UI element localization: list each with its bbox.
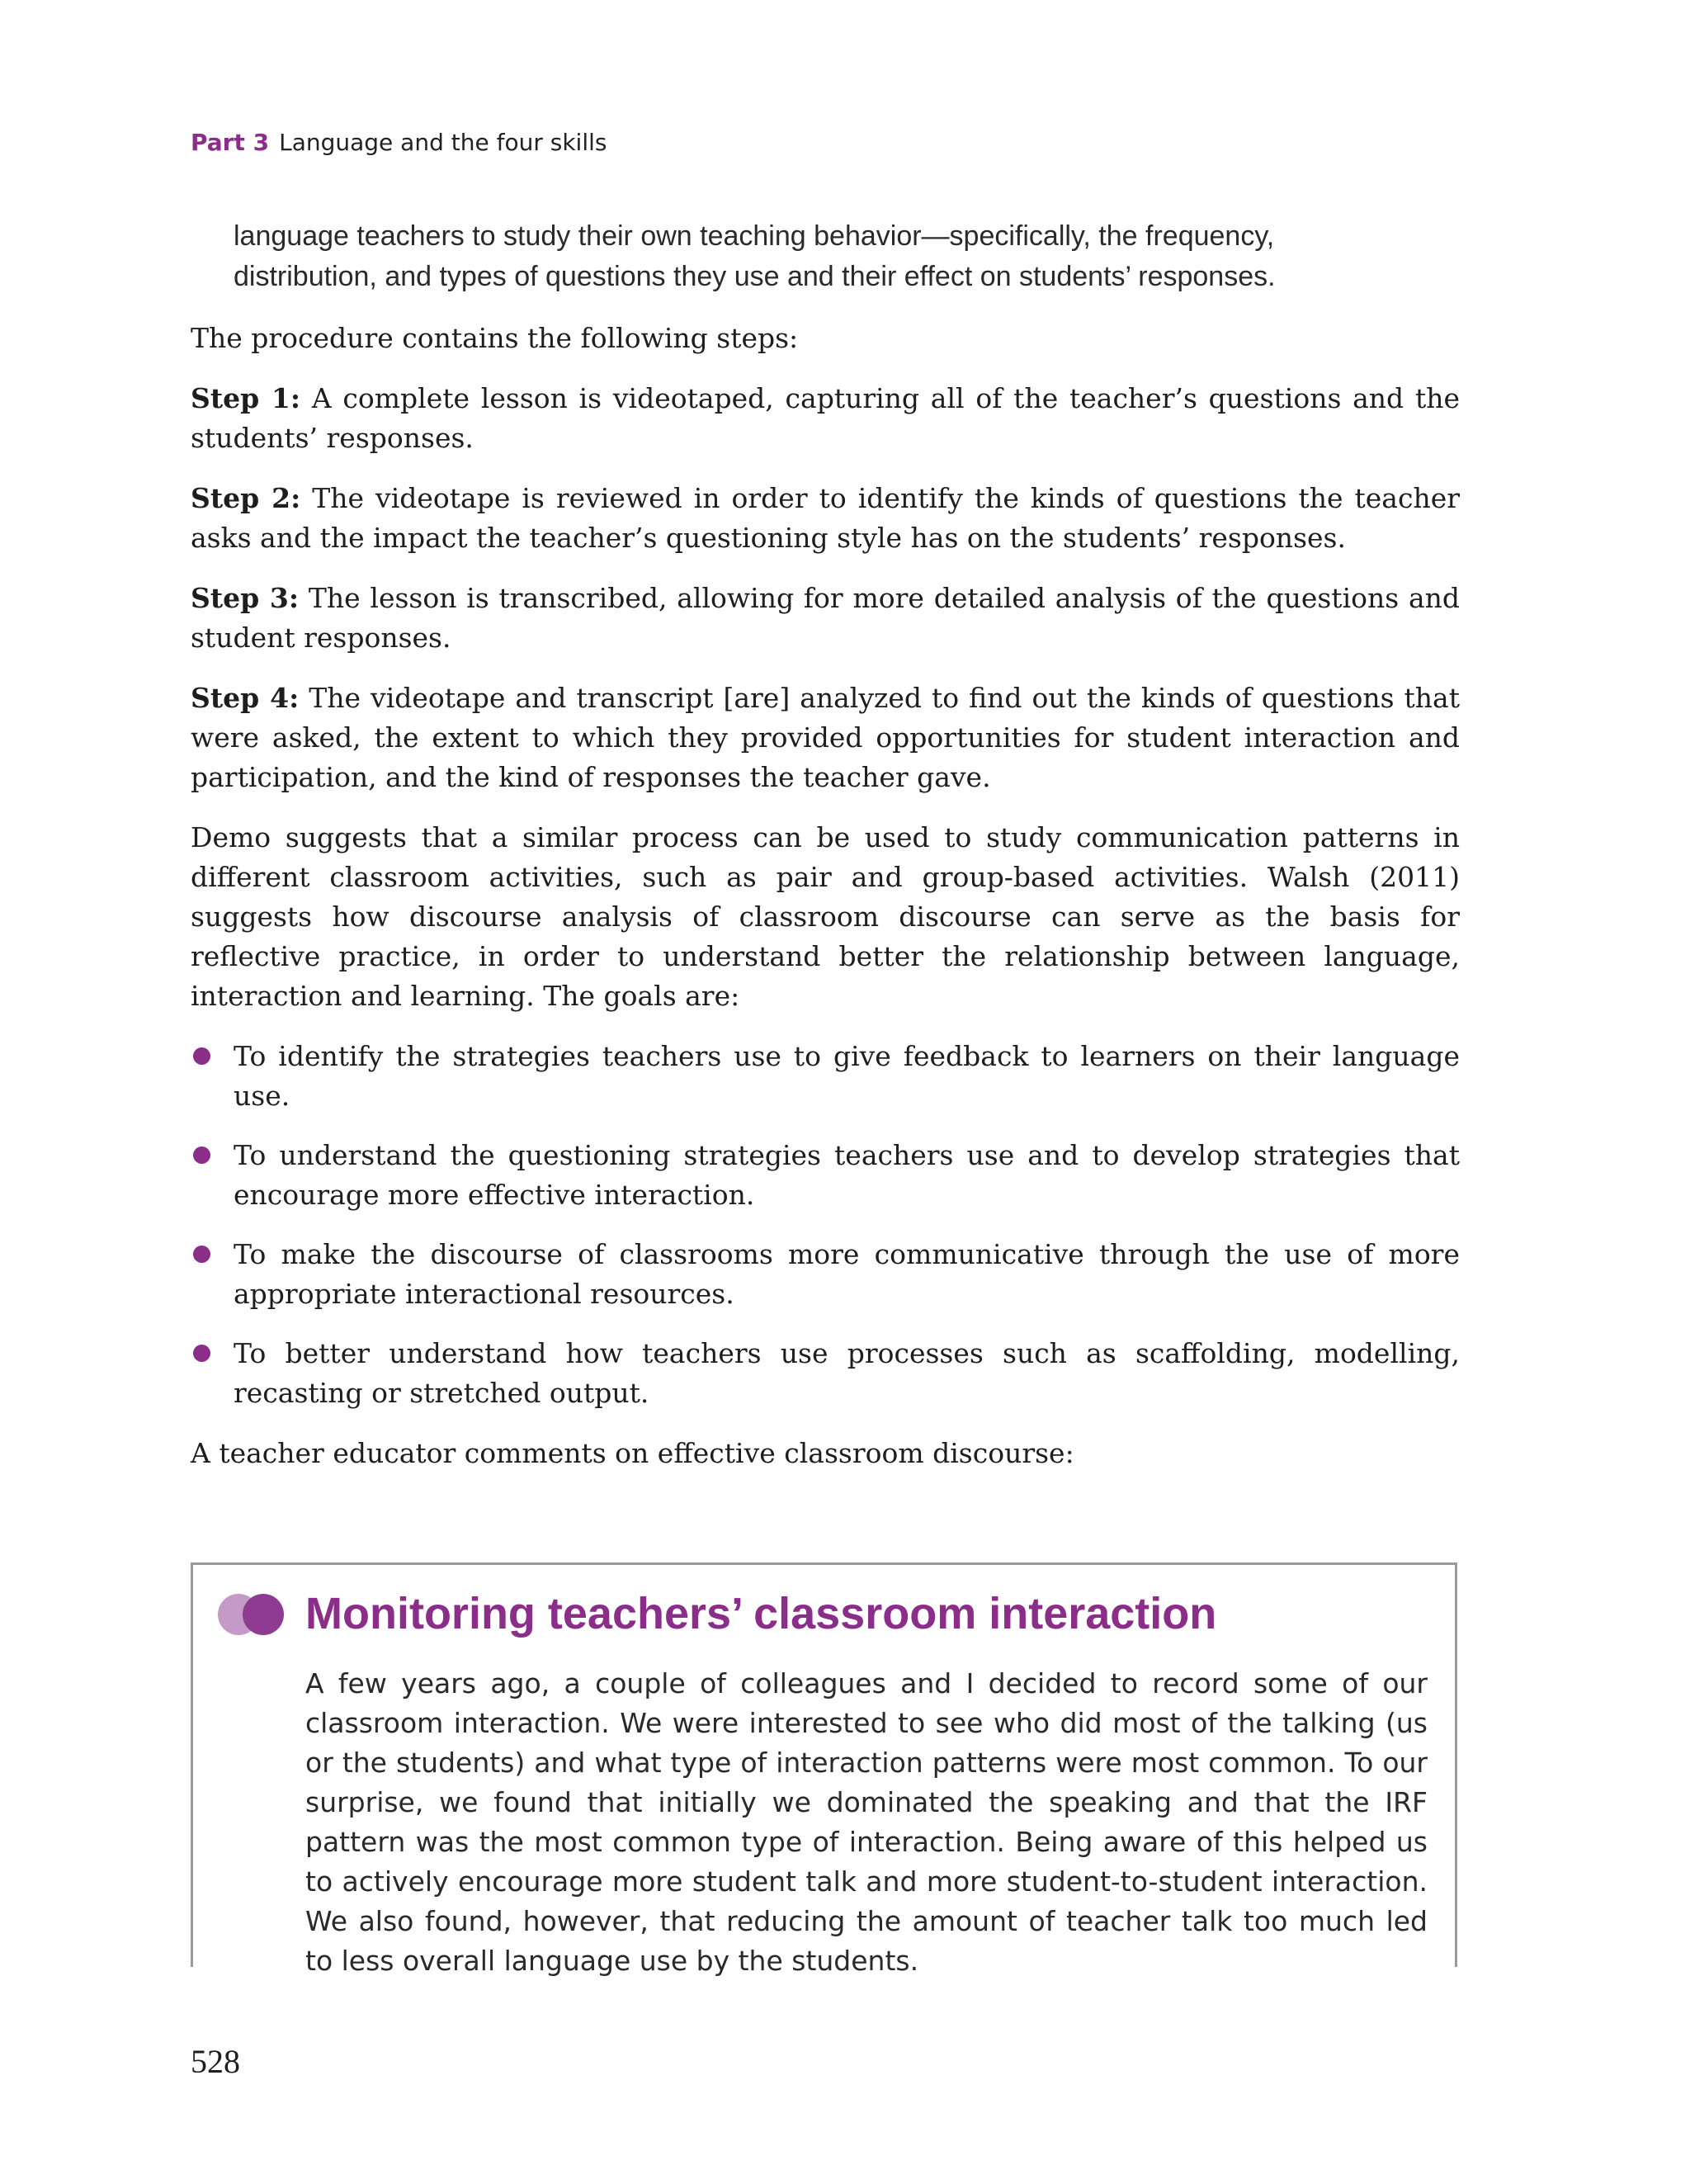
bullet-icon xyxy=(193,1246,210,1263)
demo-paragraph: Demo suggests that a similar process can be used to study communication patterns in different classroom activities, such as pair and group-based activities. Walsh (2011) suggests how discourse analysis of classroom discourse can serve as the basis for reflective practice, in order to understand better the relationship between language, interaction and learning. The goals are: xyxy=(191,821,1460,1012)
continued-quote: language teachers to study their own teaching behavior—specifically, the frequency, distribution, and types of questions they use and their effect on students’ responses. xyxy=(234,220,1276,292)
step-label: Step 3: xyxy=(191,582,300,614)
step-text: The videotape is reviewed in order to identify the kinds of questions the teacher asks and the impact the teacher’s questioning style has on the students’ responses. xyxy=(191,482,1460,554)
step-4 xyxy=(191,678,1460,797)
list-item xyxy=(191,1037,1460,1116)
page-number: 528 xyxy=(191,2043,240,2080)
list-item xyxy=(191,1235,1460,1314)
step-label: Step 4: xyxy=(191,682,300,714)
box-title: Monitoring teachers’ classroom interaction xyxy=(305,1589,1217,1638)
step-3 xyxy=(191,579,1460,658)
bullet-icon xyxy=(193,1146,210,1164)
double-circle-icon xyxy=(218,1591,287,1637)
box-text: A few years ago, a couple of colleagues and I decided to record some of our classroom interaction. We were interested to see who did most of the talking (us or the students) and what type of interaction patterns were most common. To our surprise, we found that initially we dominated the speaking and that the IRF pattern was the most common type of interaction. Being aware of this helped us to actively encourage more student talk and more student-to-student interaction. We also found, however, that reducing the amount of teacher talk too much led to less overall language use by the students. xyxy=(305,1667,1428,1977)
part-label: Part 3 xyxy=(191,129,270,156)
list-item xyxy=(191,1334,1460,1413)
step-label: Step 1: xyxy=(191,382,301,414)
step-2 xyxy=(191,479,1460,558)
goal-text: To better understand how teachers use processes such as scaffolding, modelling, recasting or stretched output. xyxy=(234,1337,1460,1409)
goals-list xyxy=(191,1037,1460,1413)
bullet-icon xyxy=(193,1345,210,1362)
goal-text: To identify the strategies teachers use to give feedback to learners on their language use. xyxy=(234,1040,1460,1112)
step-text: A complete lesson is videotaped, capturing all of the teacher’s questions and the students’ responses. xyxy=(191,382,1460,454)
goal-text: To make the discourse of classrooms more communicative through the use of more appropriate interactional resources. xyxy=(234,1238,1460,1310)
running-head xyxy=(191,129,607,156)
bullet-icon xyxy=(193,1047,210,1065)
step-text: The videotape and transcript [are] analyzed to find out the kinds of questions that were asked, the extent to which they provided opportunities for student interaction and participation, and the kind of responses the teacher gave. xyxy=(191,682,1460,793)
body-text xyxy=(191,319,1460,1494)
box-title-row xyxy=(218,1588,1216,1639)
chapter-title: Language and the four skills xyxy=(279,129,607,156)
step-label: Step 2: xyxy=(191,482,301,514)
list-item xyxy=(191,1136,1460,1215)
step-text: The lesson is transcribed, allowing for more detailed analysis of the questions and student responses. xyxy=(191,582,1460,654)
dark-circle-icon xyxy=(243,1594,284,1635)
educator-intro: A teacher educator comments on effective classroom discourse: xyxy=(191,1437,1074,1469)
step-1 xyxy=(191,379,1460,458)
quote-box xyxy=(191,1562,1457,1977)
procedure-intro: The procedure contains the following steps: xyxy=(191,322,799,354)
goal-text: To understand the questioning strategies teachers use and to develop strategies that encourage more effective interaction. xyxy=(234,1139,1460,1211)
